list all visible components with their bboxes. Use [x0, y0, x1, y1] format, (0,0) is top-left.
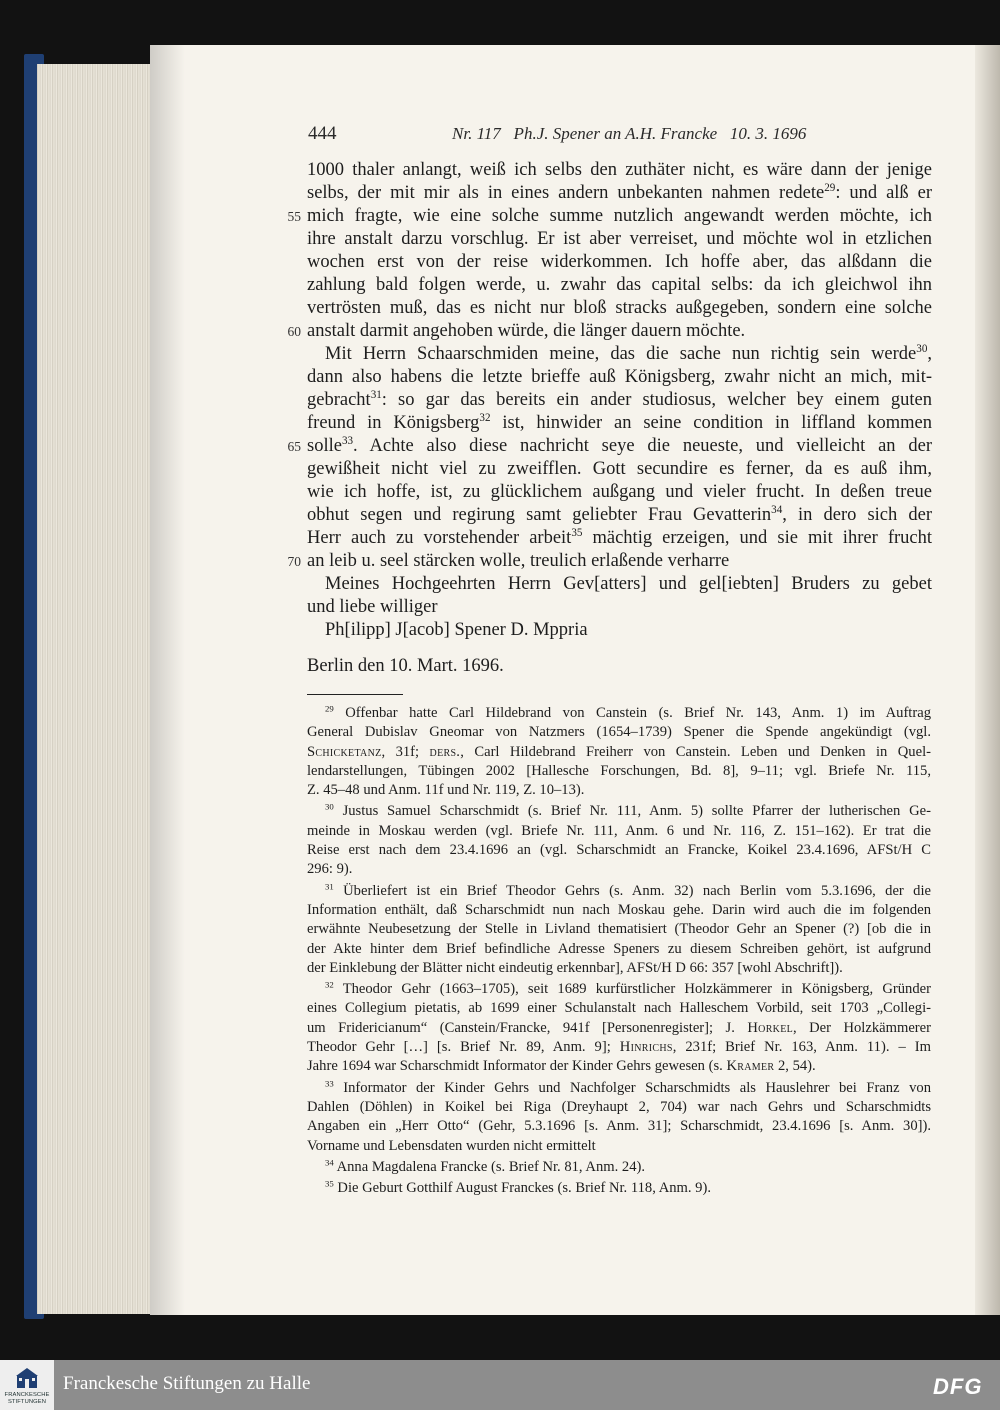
letter-line: Herr auch zu vorstehender arbeit$^{35}$ mächtig erzeigen, und sie mit ihrer frucht — [307, 527, 932, 548]
letter-line: wie ich hoffe, ist, zu glücklichem außgang und vieler frucht. In deßen treue — [307, 482, 932, 502]
line-number-70: 70 — [287, 554, 301, 569]
footnote-ref-30[interactable]: 30 — [916, 343, 928, 356]
letter-line: an leib u. seel stärcken wolle, treulich erlaßende verharre — [307, 551, 730, 571]
page-stack-edges — [37, 64, 167, 1314]
footer-bar — [0, 1360, 1000, 1410]
letter-line: gewißheit nicht viel zu zweifflen. Gott secundire es ferner, da es auß ihm, — [307, 459, 932, 479]
closing-line: Meines Hochgeehrten Herrn Gev[atters] und gel[iebten] Bruders zu gebet — [325, 574, 932, 594]
place-date-line: Berlin den 10. Mart. 1696. — [307, 656, 504, 676]
footnote-31: $^{31}$ Überliefert ist ein Brief Theodor Gehrs (s. Anm. 32) nach Berlin vom 5.3.1696, der die Information enthält, daß Scharschmidt nun nach Moskau gehe. Darin wird auch die im folgenden erwähnte Neubesetzung der Stelle in Livland thematisiert (Theodor Gehr an Spener (?) [ob die in der Akte hinter dem Brief befindliche Adresse Speners zu diesem Schreiben gehört, ist aufgrund der Einklebung der Blätter nicht eindeutig erkennbar], AFSt/H D 66: 357 [wohl Abschrift]). — [307, 881, 931, 976]
closing-line: und liebe williger — [307, 597, 438, 617]
running-title: Nr. 117 Ph.J. Spener an A.H. Francke 10. 3. 1696 — [452, 124, 807, 143]
footnotes — [307, 704, 931, 1200]
page-gutter-shadow — [150, 45, 185, 1315]
footnote-29: $^{29}$ Offenbar hatte Carl Hildebrand von Canstein (s. Brief Nr. 143, Anm. 1) im Auftrag General Dubislav Gneomar von Natzmers (1654–1739) Spener die Spende angekündigt (vgl. Schicketanz, 31f; ders., Carl Hildebrand Freiherr von Canstein. Leben und Denken in Quel- lendarstellungen, Tübingen 2002 [Hallesche Forschungen, Bd. 8], 9–11; vgl. Briefe Nr. 115, Z. 45–48 und Anm. 11f und Nr. 119, Z. 10–13). — [307, 703, 932, 799]
footnote-number: 30 — [325, 802, 334, 813]
footnote-30: $^{30}$ Justus Samuel Scharschmidt (s. Brief Nr. 111, Anm. 5) sollte Pfarrer der lutherischen Ge- meinde in Moskau werden (vgl. Briefe Nr. 111, Anm. 6 und Nr. 116, Z. 151–162). Er trat die Reise erst nach dem 23.4.1696 an (vgl. Scharschmidt an Francke, Koikel 23.4.1696, AFSt/H C 296: 9). — [307, 802, 931, 878]
letter-body — [287, 159, 933, 678]
footnote-ref-33[interactable]: 33 — [341, 435, 354, 448]
franckesche-logo[interactable] — [0, 1360, 54, 1410]
letter-line: anstalt darmit angehoben würde, die länger dauern möchte. — [307, 321, 746, 341]
footer-title: Franckesche Stiftungen zu Halle — [63, 1373, 311, 1394]
logo-text-line: FRANCKESCHE — [4, 1392, 50, 1398]
letter-line: gebracht$^{31}$: so gar das bereits ein ander studiosus, welcher bey einem guten — [307, 389, 932, 410]
signature: Ph[ilipp] J[acob] Spener D. Mppria — [325, 620, 588, 640]
letter-line: solle$^{33}$. Achte also diese nachricht seye die neueste, und vielleicht an der — [307, 435, 932, 456]
letter-line: zahlung bald folgen werde, u. zwahr das capital selbs: da ich gleichwol ihn — [307, 275, 932, 295]
letter-line: mich fragte, wie eine solche summe nutzlich angewandt werden möchte, ich — [307, 206, 932, 226]
footnote-ref-32[interactable]: 32 — [479, 412, 491, 425]
page-number: 444 — [308, 123, 337, 144]
footnote-ref-31[interactable]: 31 — [370, 389, 382, 402]
footnote-ref-35[interactable]: 35 — [571, 527, 583, 540]
footnote-35: $^{35}$ Die Geburt Gotthilf August Franckes (s. Brief Nr. 118, Anm. 9). — [325, 1178, 711, 1197]
page-right-edge — [975, 45, 1000, 1315]
letter-line: ihre anstalt darzu vorschlug. Er ist aber verreiset, und möchte wol in etzlichen — [307, 229, 932, 249]
logo-text-line: STIFTUNGEN — [7, 1399, 47, 1405]
line-number-55: 55 — [287, 209, 301, 224]
footnote-number: 33 — [325, 1078, 334, 1089]
line-number-60: 60 — [287, 324, 301, 339]
footnote-number: 32 — [325, 979, 334, 990]
letter-line: 1000 thaler anlangt, weiß ich selbs den zuthäter nicht, es wäre dann der jenige — [307, 160, 932, 180]
letter-line: dann also habens die letzte brieffe auß Königsberg, zwahr nicht an mich, mit- — [307, 367, 932, 387]
dfg-logo[interactable]: DFG — [933, 1374, 983, 1399]
footnote-separator — [307, 694, 403, 695]
line-number-65: 65 — [287, 439, 301, 454]
franckesche-emblem-icon — [15, 1367, 39, 1389]
letter-line: vertrösten muß, das es nicht nur bloß stracks außgegeben, sondern eine solche — [307, 298, 932, 318]
footnote-number: 35 — [325, 1178, 334, 1189]
footnote-33: $^{33}$ Informator der Kinder Gehrs und Nachfolger Scharschmidts als Hauslehrer bei Franz von Dahlen (Döhlen) in Koikel bei Riga (Dreyhaupt 2, 704) war nach Gehrs und Scharschmidts Angaben ein „Herr Otto“ (Gehr, 5.3.1696 [s. Anm. 31]; Scharschmidt, 23.4.1696 [s. Anm. 30]). Vorname und Lebensdaten wurden nicht ermittelt — [307, 1078, 931, 1154]
letter-line: selbs, der mit mir als in eines andern unbekanten nahmen redete$^{29}$: und alß er — [307, 182, 932, 203]
footnote-number: 29 — [325, 703, 334, 714]
letter-line: freund in Königsberg$^{32}$ ist, hinwider an seine condition in liffland kommen — [307, 412, 932, 433]
footnote-number: 34 — [325, 1157, 334, 1168]
letter-line: obhut segen und regirung samt geliebter Frau Gevatterin$^{34}$, in dero sich der — [307, 504, 933, 525]
footnote-32: $^{32}$ Theodor Gehr (1663–1705), seit 1689 kurfürstlicher Holzkämmerer in Königsberg, Gründer eines Collegium pietatis, ab 1699 einer Schulanstalt nach Halleschem Vorbild, seit 1703 „Collegi- um Fridericianum“ (Canstein/Francke, 941f [Personenregister]; J. Horkel, Der Holzkämmerer Theodor Gehr […] [s. Brief Nr. 89, Anm. 9]; Hinrichs, 231f; Brief Nr. 163, Anm. 11). – Im Jahre 1694 war Scharschmidt Informator der Kinder Gehrs gewesen (s. Kramer 2, 54). — [307, 979, 931, 1075]
footnote-number: 31 — [325, 881, 334, 892]
letter-line: wochen erst von der reise widerkommen. Ich hoffe aber, das alßdann die — [307, 252, 932, 272]
footnote-ref-29[interactable]: 29 — [824, 182, 836, 195]
letter-line: Mit Herrn Schaarschmiden meine, das die sache nun richtig sein werde$^{30}$, — [325, 343, 932, 364]
footnote-34: $^{34}$ Anna Magdalena Francke (s. Brief Nr. 81, Anm. 24). — [325, 1157, 646, 1175]
footnote-ref-34[interactable]: 34 — [771, 504, 783, 517]
running-header — [308, 123, 932, 149]
